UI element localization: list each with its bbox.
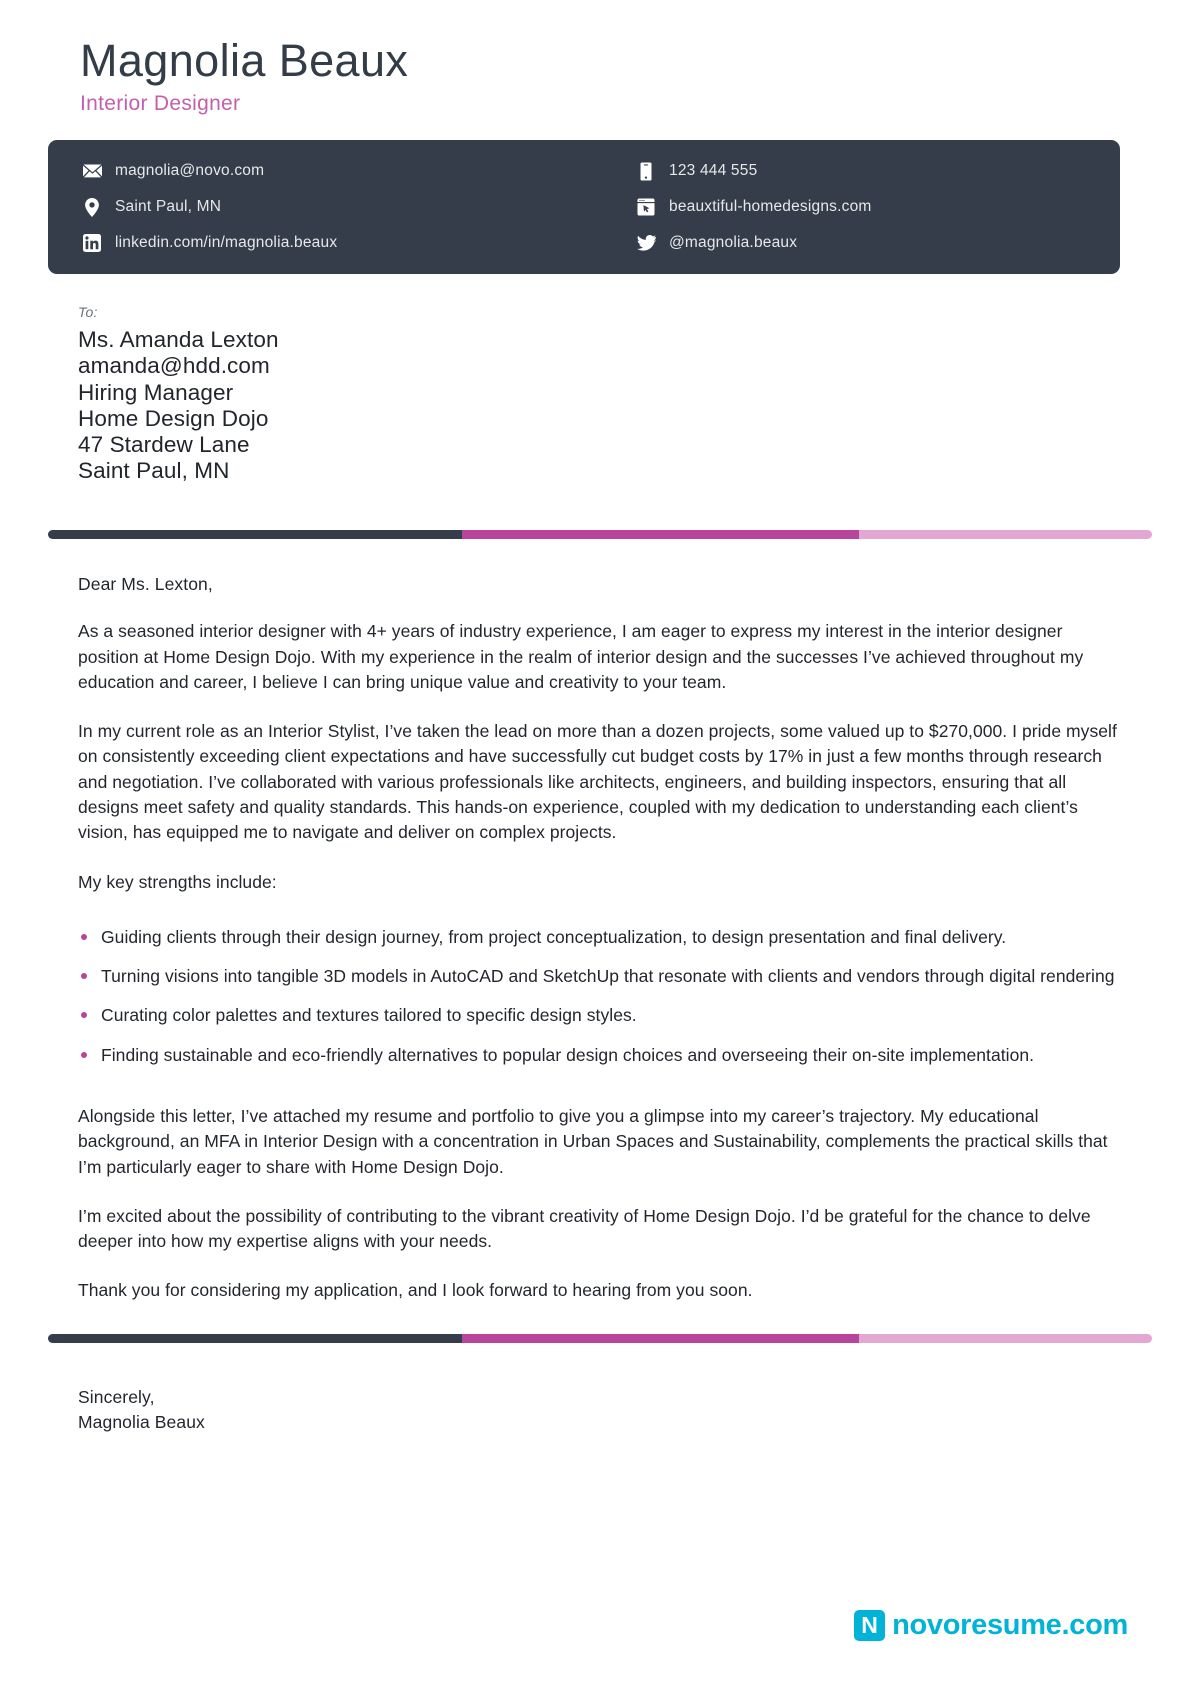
recipient-email: amanda@hdd.com xyxy=(78,353,270,379)
map-pin-icon xyxy=(82,197,102,217)
closing-paragraph-3: Thank you for considering my application, and I look forward to hearing from you soon. xyxy=(78,1280,753,1301)
divider-segment-pink xyxy=(859,1334,1152,1343)
novoresume-logo-text: novoresume.com xyxy=(892,1609,1128,1641)
greeting-line: Dear Ms. Lexton, xyxy=(78,574,213,595)
divider-top xyxy=(48,530,1152,539)
contact-row-website[interactable] xyxy=(636,196,1120,218)
strengths-intro: My key strengths include: xyxy=(78,871,277,892)
recipient-company: Home Design Dojo xyxy=(78,405,269,431)
signoff-signature: Magnolia Beaux xyxy=(78,1411,205,1432)
list-item: Turning visions into tangible 3D models in AutoCAD and SketchUp that resonate with clients and vendors through digital rendering xyxy=(78,964,1122,989)
recipient-name: Ms. Amanda Lexton xyxy=(78,327,279,353)
contact-row-linkedin[interactable] xyxy=(82,232,584,254)
list-item: Finding sustainable and eco-friendly alternatives to popular design choices and overseeing their on-site implementation. xyxy=(78,1043,1122,1068)
page-title: Magnolia Beaux xyxy=(80,35,409,86)
recipient-city: Saint Paul, MN xyxy=(78,458,230,484)
contact-column-left xyxy=(48,160,584,254)
contact-column-right xyxy=(584,160,1120,254)
contact-row-twitter[interactable] xyxy=(636,232,1120,254)
novoresume-logo[interactable] xyxy=(854,1609,1128,1642)
key-strengths-list xyxy=(78,925,1122,1068)
contact-location-text: Saint Paul, MN xyxy=(115,198,222,216)
to-label: To: xyxy=(78,304,98,321)
contact-row-email[interactable] xyxy=(82,160,584,182)
linkedin-icon xyxy=(82,233,102,253)
novoresume-logo-mark: N xyxy=(854,1610,885,1641)
contact-linkedin-text: linkedin.com/in/magnolia.beaux xyxy=(115,234,338,252)
signoff-block xyxy=(0,1385,1200,1435)
contact-info-bar xyxy=(48,140,1120,274)
contact-row-phone[interactable] xyxy=(636,160,1120,182)
divider-segment-dark xyxy=(48,1334,462,1343)
document-header xyxy=(0,0,1200,116)
signoff-closing: Sincerely, xyxy=(78,1386,155,1407)
envelope-icon xyxy=(82,161,102,181)
job-title-subtitle: Interior Designer xyxy=(80,92,241,116)
browser-window-icon xyxy=(636,197,656,217)
mobile-phone-icon xyxy=(636,161,656,181)
contact-phone-text: 123 444 555 xyxy=(669,162,758,180)
letter-body xyxy=(0,574,1200,1303)
body-paragraph-1: As a seasoned interior designer with 4+ years of industry experience, I am eager to express my interest in the interior designer position at Home Design Dojo. With my experience in the realm of interior design and the successes I’ve achieved throughout my education and career, I believe I can bring unique value and creativity to your team. xyxy=(78,621,1084,692)
divider-segment-pink xyxy=(859,530,1152,539)
recipient-street: 47 Stardew Lane xyxy=(78,431,250,457)
divider-segment-magenta xyxy=(462,530,859,539)
divider-segment-magenta xyxy=(462,1334,859,1343)
list-item: Guiding clients through their design journey, from project conceptualization, to design presentation and final delivery. xyxy=(78,925,1122,950)
list-item: Curating color palettes and textures tailored to specific design styles. xyxy=(78,1003,1122,1028)
contact-twitter-text: @magnolia.beaux xyxy=(669,234,798,252)
recipient-block xyxy=(0,274,1200,484)
closing-paragraph-1: Alongside this letter, I’ve attached my resume and portfolio to give you a glimpse into my career’s trajectory. My educational background, an MFA in Interior Design with a concentration in Urban Spaces and Sustainability, complements the practical skills that I’m particularly eager to share with Home Design Dojo. xyxy=(78,1105,1108,1177)
recipient-role: Hiring Manager xyxy=(78,379,234,405)
contact-email-text: magnolia@novo.com xyxy=(115,162,265,180)
divider-segment-dark xyxy=(48,530,462,539)
contact-website-text: beauxtiful-homedesigns.com xyxy=(669,198,872,216)
twitter-bird-icon xyxy=(636,233,656,253)
closing-paragraph-2: I’m excited about the possibility of contributing to the vibrant creativity of Home Design Dojo. I’d be grateful for the chance to delve deeper into how my expertise aligns with your needs. xyxy=(78,1205,1091,1252)
contact-row-location xyxy=(82,196,584,218)
body-paragraph-2: In my current role as an Interior Stylist, I’ve taken the lead on more than a dozen projects, some valued up to $270,000. I pride myself on consistently exceeding client expectations and have successfully cut budget costs by 17% in just a few months through research and negotiation. I’ve collaborated with various professionals like architects, engineers, and building inspectors, ensuring that all designs meet safety and quality standards. This hands-on experience, coupled with my dedication to understanding each client’s vision, has equipped me to navigate and deliver on complex projects. xyxy=(78,721,1117,843)
divider-bottom xyxy=(48,1334,1152,1343)
